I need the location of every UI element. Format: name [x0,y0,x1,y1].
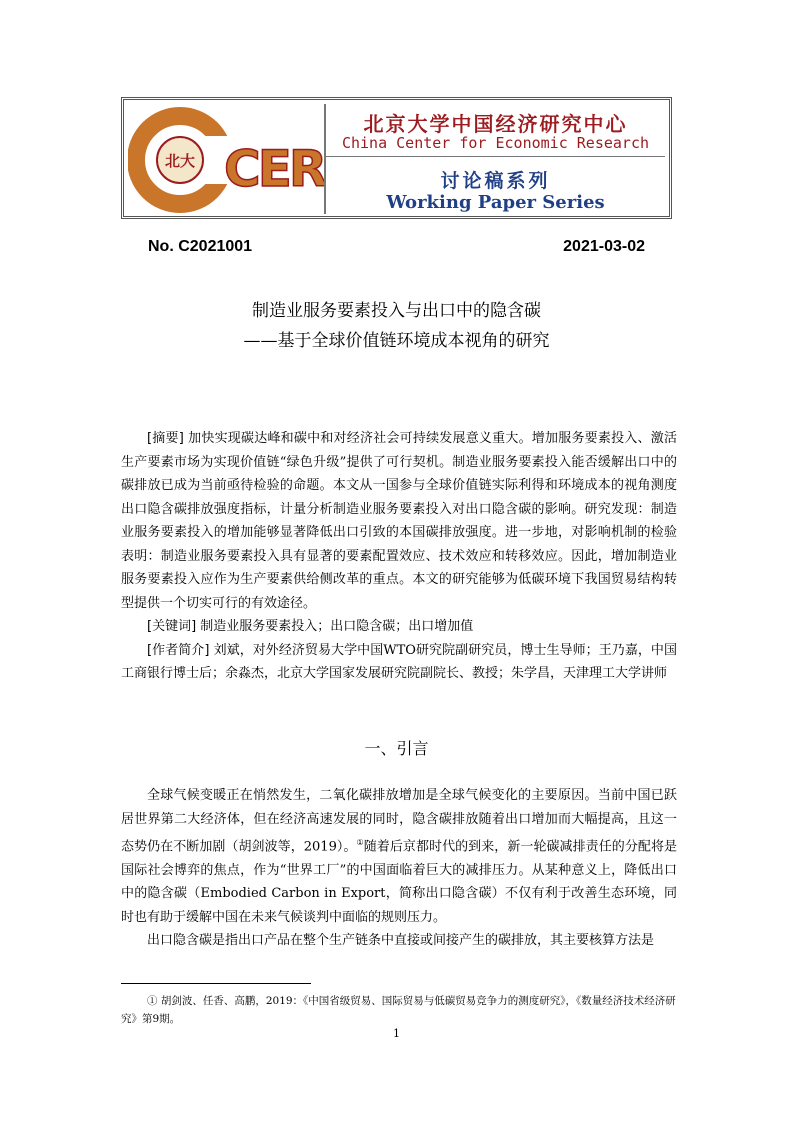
abstract-block [121,427,677,686]
footnote: ① 胡剑波、任香、高鹏，2019：《中国省级贸易、国际贸易与低碳贸易竞争力的测度研究》，《数量经济技术经济研究》第9期。 [121,995,676,1025]
header-text [326,104,665,214]
paper-subtitle: ——基于全球价值链环境成本视角的研究 [243,331,550,351]
header-banner [121,97,672,219]
author-info [121,639,677,686]
abstract-text: 加快实现碳达峰和碳中和对经济社会可持续发展意义重大。增加服务要素投入、激活生产要素市场为实现价值链“绿色升级”提供了可行契机。制造业服务要素投入能否缓解出口中的碳排放已成为当前亟待检验的命题。本文从一国参与全球价值链实际利得和环境成本的视角测度出口隐含碳排放强度指标，计量分析制造业服务要素投入对出口隐含碳的影响。研究发现：制造业服务要素投入的增加能够显著降低出口引致的本国碳排放强度。进一步地，对影响机制的检验表明：制造业服务要素投入具有显著的要素配置效应、技术效应和转移效应。因此，增加制造业服务要素投入应作为生产要素供给侧改革的重点。本文的研究能够为低碳环境下我国贸易结构转型提供一个切实可行的有效途径。 [121,431,677,611]
abstract-label: [摘要] [147,431,184,446]
body-paragraph [121,784,677,929]
body-p1-before: 全球气候变暖正在悄然发生，二氧化碳排放增加是全球气候变化的主要原因。当前中国已跃居世界第二大经济体，但在经济高速发展的同时，隐含碳排放随着出口增加而大幅提高，且这一态势仍在不断加剧（胡剑波等，2019）。 [121,788,677,855]
keywords [121,615,677,639]
series-cn: 讨论稿系列 [440,170,551,192]
institution-cn: 北京大学中国经济研究中心 [363,112,628,136]
paper-title: 制造业服务要素投入与出口中的隐含碳 [252,301,541,321]
series-en: Working Paper Series [386,192,605,213]
logo-letters: CER [224,140,324,198]
institution-en: China Center for Economic Research [341,134,650,152]
keywords-label: [关键词] [147,619,197,634]
author-info-label: [作者简介] [147,642,210,658]
footnote-rule [121,983,311,984]
ccer-logo [128,104,326,214]
logo-emblem: 北大 [164,152,196,170]
paper-date: 2021-03-02 [563,238,645,255]
abstract [121,427,677,615]
footnote-ref[interactable]: ① [356,838,364,847]
body-text [121,784,677,953]
body-p1-after: 随着后京都时代的到来，新一轮碳减排责任的分配将是国际社会博弈的焦点，作为“世界工厂”的中国面临着巨大的减排压力。从某种意义上，降低出口中的隐含碳（Embodied Carbon in Export，简称出口隐含碳）不仅有利于改善生态环境，同时也有助于缓解中国在未来气候谈判中面临的规则压力。 [121,839,677,925]
section-heading: 一、引言 [364,739,429,758]
ccer-logo-icon [128,104,324,214]
header-divider [326,156,665,157]
paper-number: No. C2021001 [148,238,253,255]
author-info-text: 刘斌，对外经济贸易大学中国WTO研究院副研究员，博士生导师；王乃嘉，中国工商银行博士后；余淼杰，北京大学国家发展研究院副院长、教授；朱学昌，天津理工大学讲师 [121,642,677,681]
keywords-text: 制造业服务要素投入；出口隐含碳；出口增加值 [200,619,474,634]
body-paragraph [121,929,677,953]
body-p2: 出口隐含碳是指出口产品在整个生产链条中直接或间接产生的碳排放，其主要核算方法是 [147,933,655,949]
page-number: 1 [393,1027,400,1040]
